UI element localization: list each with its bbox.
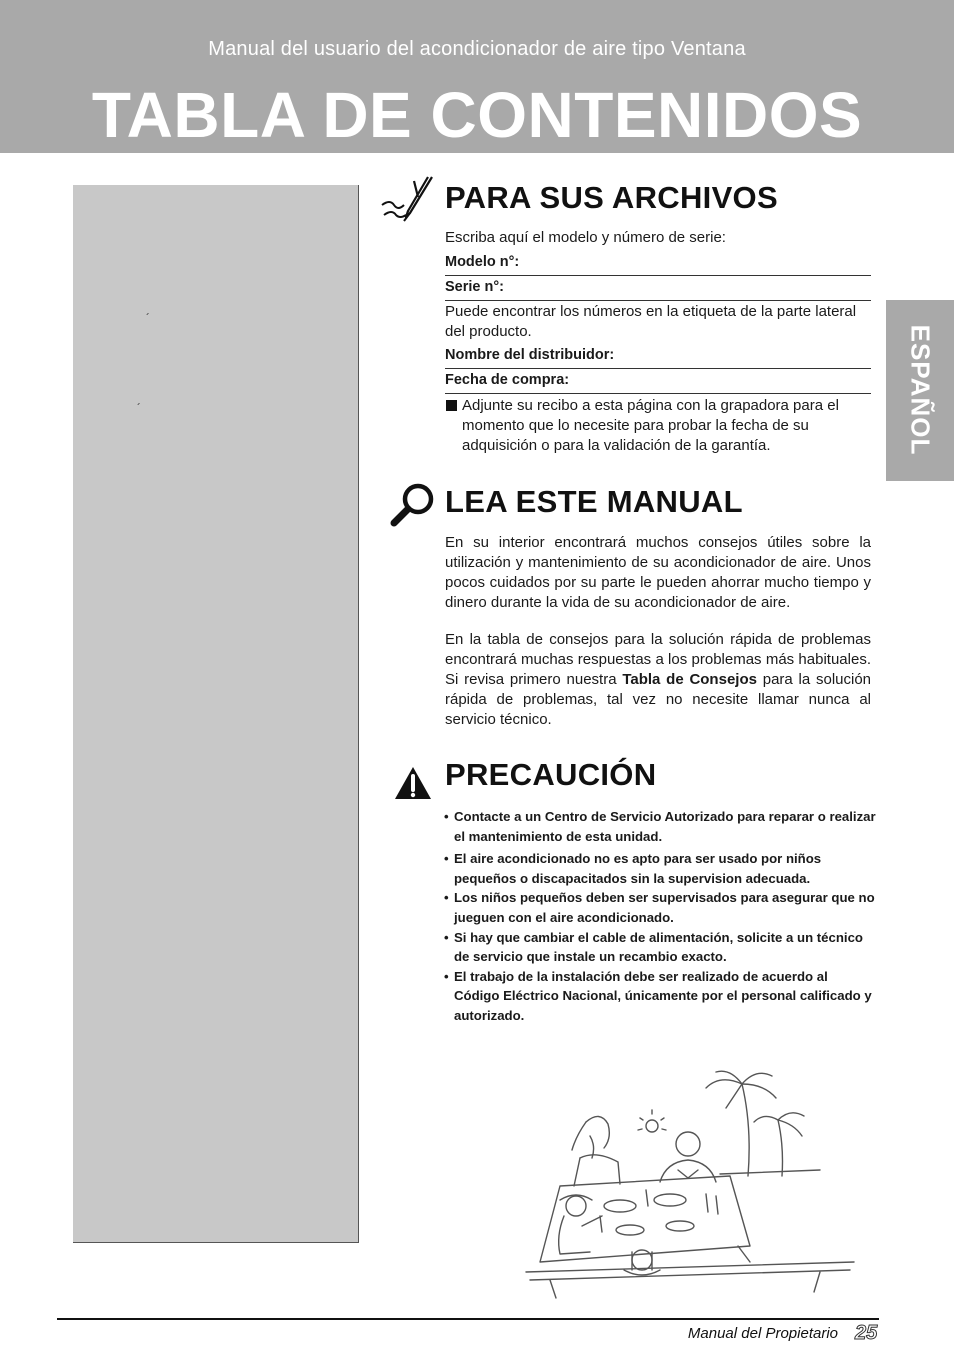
magnifier-icon xyxy=(388,481,438,527)
bullet-mark: • xyxy=(444,809,449,824)
picnic-illustration xyxy=(520,1066,880,1306)
header-banner xyxy=(0,0,954,153)
accent-mark: ´ xyxy=(137,401,141,415)
read-manual-paragraph-2 xyxy=(445,630,871,730)
caution-item xyxy=(444,807,876,846)
manual-subtitle: Manual del usuario del acondicionador de aire tipo Ventana xyxy=(208,38,746,60)
number-location-note: Puede encontrar los números en la etiqueta de la parte lateral del producto. xyxy=(445,303,857,340)
page-title: TABLA DE CONTENIDOS xyxy=(91,79,863,151)
bullet-mark: • xyxy=(444,968,449,984)
square-bullet-icon xyxy=(446,400,457,411)
receipt-note xyxy=(445,396,871,456)
caution-item xyxy=(444,888,876,927)
caution-item-text: Contacte a un Centro de Servicio Autorizado para reparar o realizar el mantenimiento de esta unidad. xyxy=(454,809,876,844)
language-tab xyxy=(886,300,954,481)
caution-item-text: Si hay que cambiar el cable de alimentación, solicite a un técnico de servicio que instale un recambio exacto. xyxy=(454,929,863,965)
caution-item xyxy=(444,928,876,967)
bullet-mark: • xyxy=(444,929,449,945)
caution-item-text: Los niños pequeños deben ser supervisados para asegurar que no jueguen con el aire acondicionado. xyxy=(454,890,875,925)
records-intro: Escriba aquí el modelo y número de serie: xyxy=(445,229,726,246)
receipt-note-text: Adjunte su recibo a esta página con la grapadora para el momento que lo necesite para probar la fecha de su adquisición o para la validación de la garantía. xyxy=(462,397,839,454)
bullet-mark: • xyxy=(444,851,449,867)
troubleshooting-table-name: Tabla de Consejos xyxy=(622,671,757,688)
dealer-name-field[interactable]: Nombre del distribuidor: xyxy=(445,347,871,369)
page-number: 25 xyxy=(855,1322,878,1344)
read-manual-paragraph-2-end: para la solución rápida de problemas, tal vez no necesite llamar nunca al servicio técnico. xyxy=(445,671,872,728)
warning-triangle-icon xyxy=(393,765,433,801)
accent-mark: ´ xyxy=(146,311,150,325)
read-manual-title: LEA ESTE MANUAL xyxy=(445,484,743,519)
records-title: PARA SUS ARCHIVOS xyxy=(445,180,778,215)
caution-item-text: El aire acondicionado no es apto para ser usado por niños pequeños o discapacitados sin la supervision adecuada. xyxy=(454,851,822,886)
read-manual-paragraph-2-start: En la tabla de consejos para la solución rápida de problemas encontrará muchas respuestas a los problemas más habituales. Si revisa primero nuestra xyxy=(445,631,871,688)
bullet-mark: • xyxy=(444,890,449,906)
serial-number-field[interactable]: Serie n°: xyxy=(445,279,871,301)
contents-side-panel xyxy=(73,185,359,1243)
footer-label: Manual del Propietario xyxy=(687,1325,838,1342)
caution-item xyxy=(444,849,876,888)
caution-item xyxy=(444,967,876,1026)
caution-title: PRECAUCIÓN xyxy=(445,757,657,792)
model-number-field[interactable]: Modelo n°: xyxy=(445,254,871,276)
read-manual-paragraph-1: En su interior encontrará muchos consejos útiles sobre la utilización y mantenimiento de su acondicionador de aire. Unos pocos cuidados por su parte le pueden ahorrar mucho tiempo y dinero durante la vida de su acondicionador de aire. xyxy=(445,534,871,611)
caution-list xyxy=(444,807,876,1026)
pen-icon xyxy=(380,175,438,225)
caution-item-text: El trabajo de la instalación debe ser realizado de acuerdo al Código Eléctrico Nacional, únicamente por el personal calificado y autorizado. xyxy=(454,968,872,1023)
footer-rule xyxy=(57,1318,879,1320)
language-tab-label: ESPAÑOL xyxy=(905,324,936,456)
purchase-date-field[interactable]: Fecha de compra: xyxy=(445,372,871,394)
